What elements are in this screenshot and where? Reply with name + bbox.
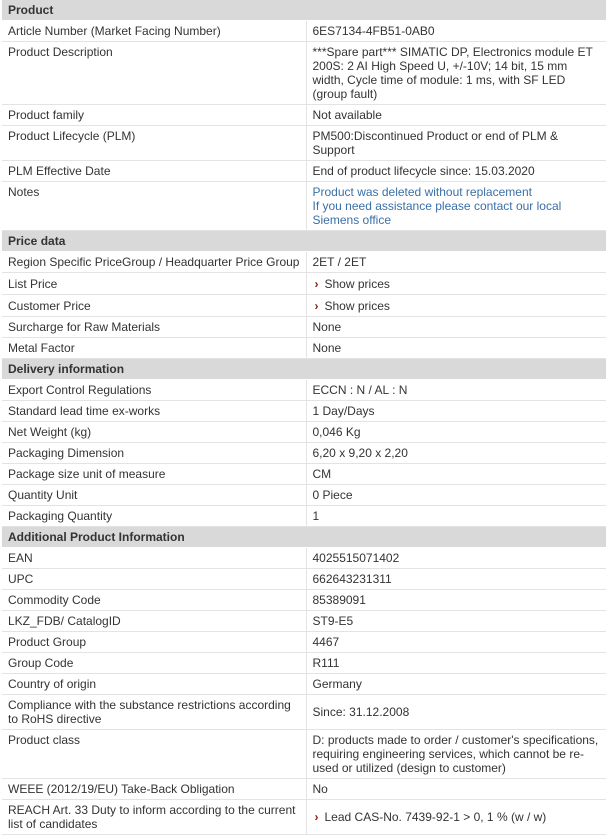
row-value: Since: 31.12.2008 <box>306 695 606 730</box>
section-header-delivery-information <box>2 359 606 380</box>
notes-cell <box>306 182 606 231</box>
customer-price-cell <box>306 295 606 317</box>
row-label: Commodity Code <box>2 590 306 611</box>
row-value: 6ES7134-4FB51-0AB0 <box>306 21 606 42</box>
row-value: 6,20 x 9,20 x 2,20 <box>306 443 606 464</box>
row-label: Article Number (Market Facing Number) <box>2 21 306 42</box>
row-value: 0,046 Kg <box>306 422 606 443</box>
row-label: Surcharge for Raw Materials <box>2 317 306 338</box>
show-prices-link[interactable] <box>313 299 390 313</box>
table-row <box>2 380 606 401</box>
row-label: WEEE (2012/19/EU) Take-Back Obligation <box>2 779 306 800</box>
table-row <box>2 252 606 273</box>
table-row <box>2 632 606 653</box>
row-value: 662643231311 <box>306 569 606 590</box>
table-row <box>2 779 606 800</box>
row-value: 2ET / 2ET <box>306 252 606 273</box>
row-label: Metal Factor <box>2 338 306 359</box>
row-value: ECCN : N / AL : N <box>306 380 606 401</box>
table-row <box>2 422 606 443</box>
row-label: EAN <box>2 548 306 569</box>
section-header-product <box>2 0 606 21</box>
table-row <box>2 273 606 295</box>
section-title: Product <box>2 0 606 21</box>
row-label: Customer Price <box>2 295 306 317</box>
reach-cell <box>306 800 606 835</box>
table-row <box>2 590 606 611</box>
section-title: Price data <box>2 231 606 252</box>
row-value: 0 Piece <box>306 485 606 506</box>
table-row <box>2 611 606 632</box>
row-value: ***Spare part*** SIMATIC DP, Electronics module ET 200S: 2 AI High Speed U, +/-10V; 14 bit, 15 mm width, Cycle time of module: 1 ms, with SF LED (group fault) <box>306 42 606 105</box>
table-row <box>2 21 606 42</box>
table-row <box>2 317 606 338</box>
row-label: UPC <box>2 569 306 590</box>
section-title: Delivery information <box>2 359 606 380</box>
row-value: 4467 <box>306 632 606 653</box>
row-label: Package size unit of measure <box>2 464 306 485</box>
table-row <box>2 42 606 105</box>
table-row <box>2 800 606 835</box>
section-title: Additional Product Information <box>2 527 606 548</box>
table-row <box>2 401 606 422</box>
table-row <box>2 569 606 590</box>
table-row <box>2 464 606 485</box>
row-value: Not available <box>306 105 606 126</box>
note-deleted-link[interactable]: Product was deleted without replacement <box>312 185 532 199</box>
note-contact-link[interactable]: If you need assistance please contact our local Siemens office <box>312 199 562 227</box>
row-label: PLM Effective Date <box>2 161 306 182</box>
table-row <box>2 182 606 231</box>
row-value: 85389091 <box>306 590 606 611</box>
row-label: Product Group <box>2 632 306 653</box>
row-value: None <box>306 317 606 338</box>
row-value: 1 <box>306 506 606 527</box>
row-label: Product Lifecycle (PLM) <box>2 126 306 161</box>
table-row <box>2 674 606 695</box>
row-label: Standard lead time ex-works <box>2 401 306 422</box>
row-value: ST9-E5 <box>306 611 606 632</box>
reach-lead-link[interactable] <box>313 810 547 824</box>
product-data-table <box>2 0 606 835</box>
row-label: Packaging Quantity <box>2 506 306 527</box>
chevron-right-icon: › <box>314 276 319 291</box>
row-value: R111 <box>306 653 606 674</box>
section-header-price-data <box>2 231 606 252</box>
reach-lead-label: Lead CAS-No. 7439-92-1 > 0, 1 % (w / w) <box>324 810 547 824</box>
row-label: Product Description <box>2 42 306 105</box>
row-value: 1 Day/Days <box>306 401 606 422</box>
row-label: LKZ_FDB/ CatalogID <box>2 611 306 632</box>
row-label: Country of origin <box>2 674 306 695</box>
chevron-right-icon: › <box>314 298 319 313</box>
row-label: Product family <box>2 105 306 126</box>
table-row <box>2 653 606 674</box>
row-value: D: products made to order / customer's specifications, requiring engineering services, which cannot be re-used or utilized (design to customer) <box>306 730 606 779</box>
table-row <box>2 126 606 161</box>
row-label: Compliance with the substance restrictions according to RoHS directive <box>2 695 306 730</box>
row-label: Product class <box>2 730 306 779</box>
row-label: Group Code <box>2 653 306 674</box>
table-row <box>2 695 606 730</box>
table-row <box>2 506 606 527</box>
row-value: End of product lifecycle since: 15.03.2020 <box>306 161 606 182</box>
row-label: Net Weight (kg) <box>2 422 306 443</box>
show-prices-label: Show prices <box>324 276 390 291</box>
row-label: Export Control Regulations <box>2 380 306 401</box>
show-prices-label: Show prices <box>324 298 390 313</box>
table-row <box>2 161 606 182</box>
table-row <box>2 548 606 569</box>
row-label: List Price <box>2 273 306 295</box>
show-prices-link[interactable] <box>313 277 390 291</box>
table-row <box>2 338 606 359</box>
table-row <box>2 105 606 126</box>
row-label: Quantity Unit <box>2 485 306 506</box>
product-data-sheet <box>2 0 606 835</box>
row-value: None <box>306 338 606 359</box>
row-value: Germany <box>306 674 606 695</box>
section-header-additional-product-information <box>2 527 606 548</box>
row-label: Packaging Dimension <box>2 443 306 464</box>
row-label: REACH Art. 33 Duty to inform according to the current list of candidates <box>2 800 306 835</box>
list-price-cell <box>306 273 606 295</box>
row-label: Notes <box>2 182 306 231</box>
row-value: 4025515071402 <box>306 548 606 569</box>
row-value: PM500:Discontinued Product or end of PLM & Support <box>306 126 606 161</box>
row-value: No <box>306 779 606 800</box>
table-row <box>2 730 606 779</box>
table-row <box>2 443 606 464</box>
table-row <box>2 485 606 506</box>
chevron-right-icon: › <box>314 810 319 824</box>
row-value: CM <box>306 464 606 485</box>
table-row <box>2 295 606 317</box>
row-label: Region Specific PriceGroup / Headquarter Price Group <box>2 252 306 273</box>
